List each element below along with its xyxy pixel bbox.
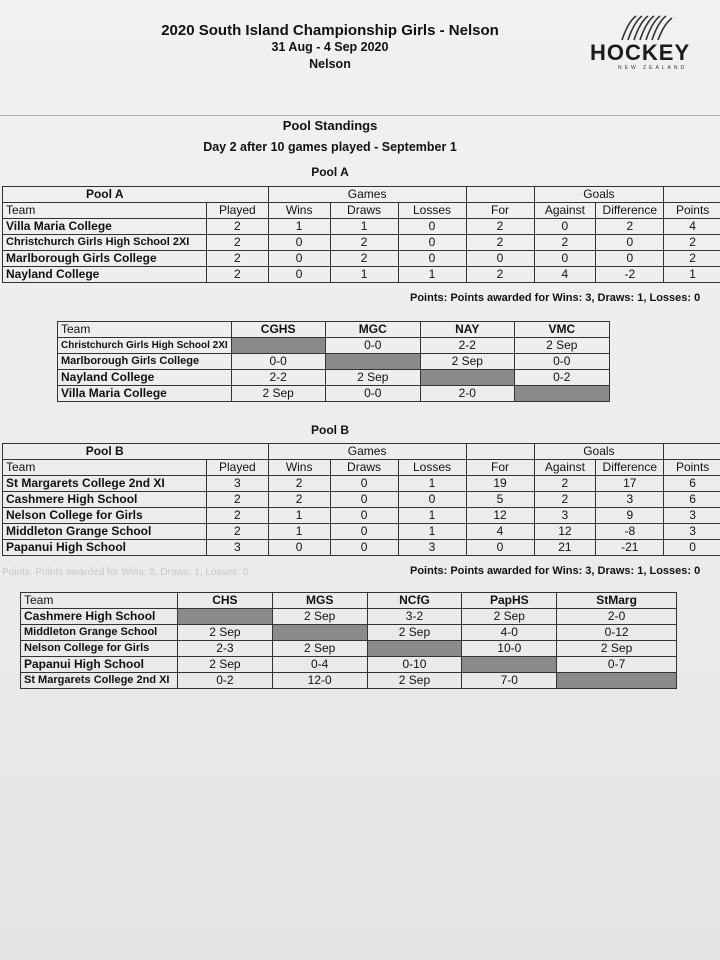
result-cell: 2 Sep (462, 609, 557, 625)
column-header: Against (534, 203, 596, 219)
wins-cell: 2 (268, 492, 330, 508)
result-cell: 12-0 (272, 673, 367, 689)
result-cell: 2-2 (420, 338, 514, 354)
result-cell: 2 Sep (325, 370, 420, 386)
draws-cell: 0 (330, 508, 398, 524)
draws-cell: 2 (330, 251, 398, 267)
played-cell: 2 (206, 492, 268, 508)
points-cell: 4 (664, 219, 720, 235)
losses-cell: 0 (398, 235, 466, 251)
team-name: St Margarets College 2nd XI (3, 476, 207, 492)
team-name: Christchurch Girls High School 2XI (58, 338, 232, 354)
draws-cell: 0 (330, 492, 398, 508)
for-cell: 2 (466, 219, 534, 235)
table-header-row (21, 593, 677, 609)
games-group-header: Games (268, 444, 466, 460)
table-header-row (3, 203, 720, 219)
result-cell: 0-2 (177, 673, 272, 689)
column-header: Team (3, 203, 207, 219)
points-cell: 0 (664, 540, 720, 556)
self-cell (462, 657, 557, 673)
against-cell: 0 (534, 219, 596, 235)
result-cell: 0-10 (367, 657, 462, 673)
self-cell (420, 370, 514, 386)
result-cell: 0-0 (325, 386, 420, 402)
losses-cell: 0 (398, 219, 466, 235)
column-header: Team (58, 322, 232, 338)
pool-a-standings-table (2, 186, 720, 283)
result-cell: 0-0 (325, 338, 420, 354)
difference-cell: -8 (596, 524, 664, 540)
column-header: VMC (514, 322, 609, 338)
points-cell: 2 (664, 251, 720, 267)
result-cell: 4-0 (462, 625, 557, 641)
table-row (3, 524, 720, 540)
table-row (21, 657, 677, 673)
pool-a-results-matrix (57, 321, 610, 402)
logo-wordmark: HOCKEY (590, 40, 691, 65)
for-cell: 5 (466, 492, 534, 508)
played-cell: 2 (206, 235, 268, 251)
column-header: MGC (325, 322, 420, 338)
played-cell: 3 (206, 476, 268, 492)
team-name: Cashmere High School (3, 492, 207, 508)
table-row (3, 540, 720, 556)
column-header: NCfG (367, 593, 462, 609)
draws-cell: 1 (330, 219, 398, 235)
against-cell: 0 (534, 251, 596, 267)
draws-cell: 0 (330, 524, 398, 540)
self-cell (177, 609, 272, 625)
team-name: Cashmere High School (21, 609, 178, 625)
for-cell: 4 (466, 524, 534, 540)
column-header: Played (206, 203, 268, 219)
team-name: Villa Maria College (3, 219, 207, 235)
result-cell: 2 Sep (367, 625, 462, 641)
result-cell: 2 Sep (514, 338, 609, 354)
losses-cell: 1 (398, 267, 466, 283)
table-row (3, 267, 720, 283)
difference-cell: 17 (596, 476, 664, 492)
self-cell (367, 641, 462, 657)
draws-cell: 2 (330, 235, 398, 251)
table-row (21, 625, 677, 641)
self-cell (514, 386, 609, 402)
document-title: 2020 South Island Championship Girls - Nelson (161, 22, 499, 39)
draws-cell: 0 (330, 540, 398, 556)
team-name: Christchurch Girls High School 2XI (3, 235, 207, 251)
table-row (3, 235, 720, 251)
column-header: NAY (420, 322, 514, 338)
column-header: Draws (330, 203, 398, 219)
document-dates: 31 Aug - 4 Sep 2020 (271, 40, 389, 54)
team-name: Nayland College (58, 370, 232, 386)
result-cell: 7-0 (462, 673, 557, 689)
points-cell: 6 (664, 492, 720, 508)
draws-cell: 1 (330, 267, 398, 283)
for-cell: 2 (466, 267, 534, 283)
result-cell: 2-2 (231, 370, 325, 386)
table-row (3, 251, 720, 267)
team-name: Nayland College (3, 267, 207, 283)
losses-cell: 3 (398, 540, 466, 556)
points-cell: 3 (664, 524, 720, 540)
played-cell: 2 (206, 251, 268, 267)
goals-group-header: Goals (534, 444, 664, 460)
wins-cell: 0 (268, 251, 330, 267)
column-header: MGS (272, 593, 367, 609)
table-header-row (58, 322, 610, 338)
table-row (58, 338, 610, 354)
losses-cell: 1 (398, 476, 466, 492)
table-row (58, 370, 610, 386)
column-header: Losses (398, 203, 466, 219)
fern-lines-icon (618, 12, 678, 42)
team-name: Nelson College for Girls (3, 508, 207, 524)
self-cell (557, 673, 677, 689)
against-cell: 21 (534, 540, 596, 556)
difference-cell: -2 (596, 267, 664, 283)
result-cell: 2 Sep (272, 609, 367, 625)
team-name: St Margarets College 2nd XI (21, 673, 178, 689)
result-cell: 0-4 (272, 657, 367, 673)
table-row (21, 609, 677, 625)
games-group-header: Games (268, 187, 466, 203)
wins-cell: 0 (268, 540, 330, 556)
team-name: Middleton Grange School (3, 524, 207, 540)
column-header: Difference (596, 203, 664, 219)
losses-cell: 1 (398, 524, 466, 540)
header-divider (0, 115, 720, 116)
hockey-nz-logo (590, 12, 720, 74)
pool-label: Pool A (3, 187, 207, 203)
table-row (58, 386, 610, 402)
table-row (58, 354, 610, 370)
wins-cell: 1 (268, 219, 330, 235)
column-header: Difference (596, 460, 664, 476)
table-header-group-row (3, 187, 720, 203)
pool-standings-heading: Pool Standings (282, 118, 378, 133)
column-header: Team (3, 460, 207, 476)
against-cell: 3 (534, 508, 596, 524)
draws-cell: 0 (330, 476, 398, 492)
wins-cell: 2 (268, 476, 330, 492)
for-cell: 2 (466, 235, 534, 251)
pool-b-results-matrix (20, 592, 677, 689)
result-cell: 3-2 (367, 609, 462, 625)
points-cell: 6 (664, 476, 720, 492)
result-cell: 0-12 (557, 625, 677, 641)
column-header: Wins (268, 460, 330, 476)
table-row (3, 476, 720, 492)
table-header-group-row (3, 444, 720, 460)
standings-subtitle: Day 2 after 10 games played - September 1 (203, 140, 457, 154)
team-name: Nelson College for Girls (21, 641, 178, 657)
wins-cell: 0 (268, 235, 330, 251)
played-cell: 2 (206, 267, 268, 283)
for-cell: 0 (466, 251, 534, 267)
difference-cell: -21 (596, 540, 664, 556)
wins-cell: 1 (268, 508, 330, 524)
column-header: Team (21, 593, 178, 609)
result-cell: 2 Sep (177, 657, 272, 673)
column-header: For (466, 203, 534, 219)
column-header: PapHS (462, 593, 557, 609)
against-cell: 2 (534, 492, 596, 508)
pool-label: Pool B (3, 444, 207, 460)
faded-points-note: Points: Points awarded for Wins: 3, Draws: 1, Losses: 0 (2, 567, 249, 578)
result-cell: 0-0 (231, 354, 325, 370)
table-row (3, 219, 720, 235)
points-note: Points: Points awarded for Wins: 3, Draws: 1, Losses: 0 (410, 565, 701, 577)
self-cell (272, 625, 367, 641)
result-cell: 2 Sep (557, 641, 677, 657)
table-row (3, 508, 720, 524)
played-cell: 2 (206, 219, 268, 235)
column-header: Draws (330, 460, 398, 476)
difference-cell: 0 (596, 251, 664, 267)
team-name: Villa Maria College (58, 386, 232, 402)
table-row (3, 492, 720, 508)
for-cell: 0 (466, 540, 534, 556)
logo-subtext: NEW ZEALAND (618, 65, 688, 71)
losses-cell: 0 (398, 492, 466, 508)
team-name: Papanui High School (21, 657, 178, 673)
for-cell: 12 (466, 508, 534, 524)
pool-a-caption: Pool A (311, 165, 349, 179)
table-row (21, 673, 677, 689)
points-cell: 1 (664, 267, 720, 283)
table-row (21, 641, 677, 657)
difference-cell: 9 (596, 508, 664, 524)
played-cell: 2 (206, 508, 268, 524)
column-header: CHS (177, 593, 272, 609)
result-cell: 2 Sep (177, 625, 272, 641)
played-cell: 2 (206, 524, 268, 540)
result-cell: 10-0 (462, 641, 557, 657)
table-header-row (3, 460, 720, 476)
points-note: Points: Points awarded for Wins: 3, Draws: 1, Losses: 0 (410, 292, 701, 304)
losses-cell: 1 (398, 508, 466, 524)
result-cell: 2 Sep (272, 641, 367, 657)
column-header: Played (206, 460, 268, 476)
against-cell: 2 (534, 476, 596, 492)
points-cell: 2 (664, 235, 720, 251)
played-cell: 3 (206, 540, 268, 556)
pool-b-standings-table (2, 443, 720, 556)
result-cell: 2-3 (177, 641, 272, 657)
wins-cell: 0 (268, 267, 330, 283)
self-cell (325, 354, 420, 370)
wins-cell: 1 (268, 524, 330, 540)
column-header: Points (664, 203, 720, 219)
result-cell: 2 Sep (231, 386, 325, 402)
result-cell: 2-0 (557, 609, 677, 625)
team-name: Papanui High School (3, 540, 207, 556)
team-name: Marlborough Girls College (3, 251, 207, 267)
goals-group-header: Goals (534, 187, 664, 203)
column-header: StMarg (557, 593, 677, 609)
team-name: Marlborough Girls College (58, 354, 232, 370)
team-name: Middleton Grange School (21, 625, 178, 641)
column-header: For (466, 460, 534, 476)
result-cell: 2-0 (420, 386, 514, 402)
against-cell: 12 (534, 524, 596, 540)
against-cell: 2 (534, 235, 596, 251)
difference-cell: 3 (596, 492, 664, 508)
difference-cell: 2 (596, 219, 664, 235)
difference-cell: 0 (596, 235, 664, 251)
document-location: Nelson (309, 57, 351, 71)
column-header: CGHS (231, 322, 325, 338)
column-header: Points (664, 460, 720, 476)
column-header: Losses (398, 460, 466, 476)
result-cell: 0-0 (514, 354, 609, 370)
for-cell: 19 (466, 476, 534, 492)
result-cell: 0-7 (557, 657, 677, 673)
against-cell: 4 (534, 267, 596, 283)
losses-cell: 0 (398, 251, 466, 267)
result-cell: 2 Sep (367, 673, 462, 689)
pool-b-caption: Pool B (311, 423, 349, 437)
result-cell: 2 Sep (420, 354, 514, 370)
points-cell: 3 (664, 508, 720, 524)
column-header: Wins (268, 203, 330, 219)
column-header: Against (534, 460, 596, 476)
result-cell: 0-2 (514, 370, 609, 386)
self-cell (231, 338, 325, 354)
